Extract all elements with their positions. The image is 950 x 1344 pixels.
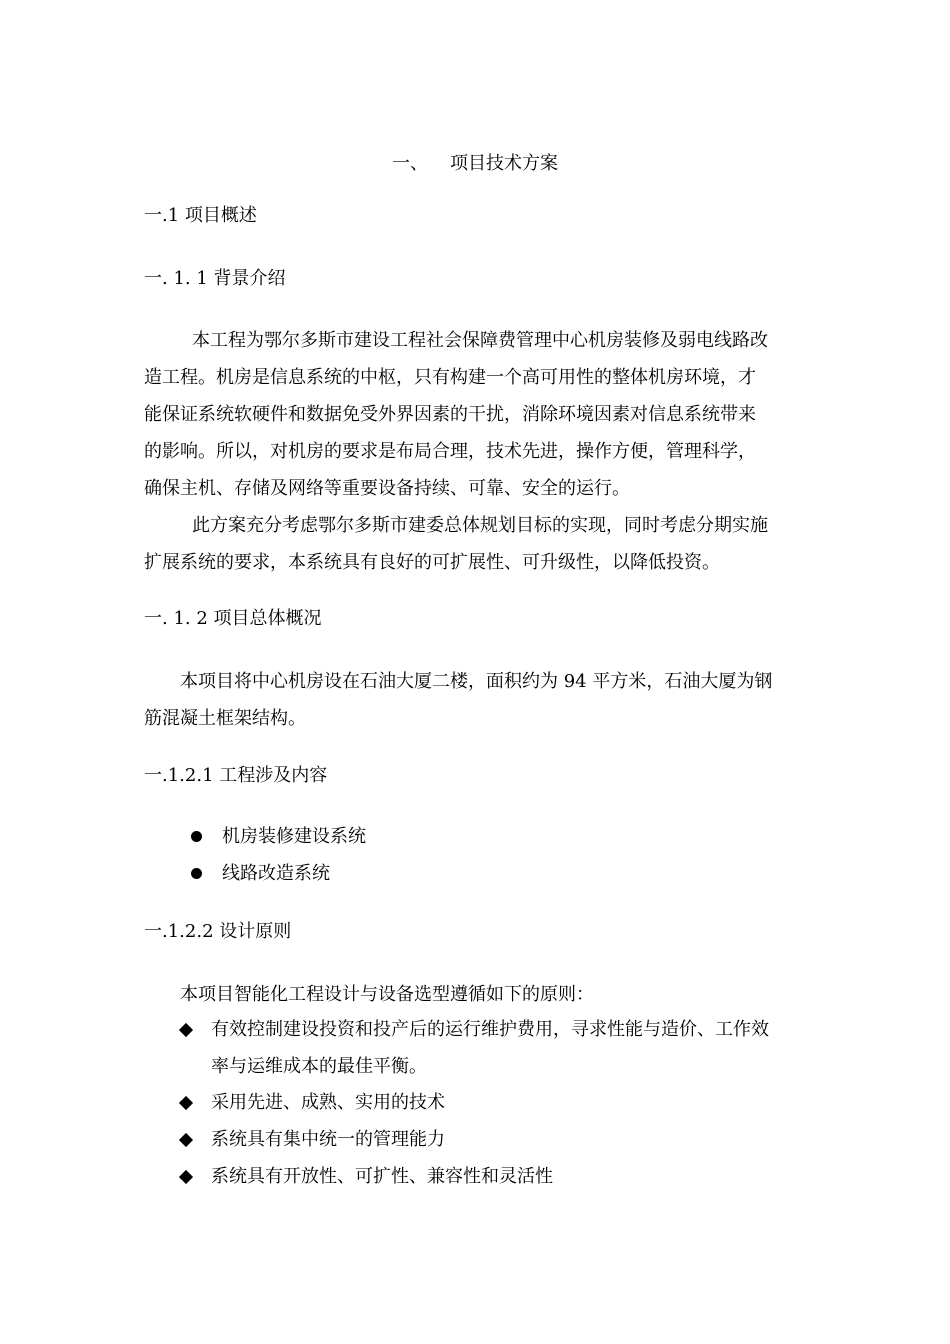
bullet-diamond-icon — [179, 1096, 193, 1110]
bullet-diamond-icon — [179, 1133, 193, 1147]
section-heading-1-2-1: 一.1.2.1 工程涉及内容 — [144, 765, 328, 786]
background-para1-line2: 造工程。机房是信息系统的中枢，只有构建一个高可用性的整体机房环境，才 — [144, 367, 756, 388]
background-para1-line4: 的影响。所以，对机房的要求是布局合理，技术先进，操作方便，管理科学， — [144, 441, 756, 462]
background-para1-line1: 本工程为鄂尔多斯市建设工程社会保障费管理中心机房装修及弱电线路改 — [192, 330, 768, 351]
principles-intro: 本项目智能化工程设计与设备选型遵循如下的原则： — [180, 984, 594, 1005]
background-para2-line2: 扩展系统的要求，本系统具有良好的可扩展性、可升级性，以降低投资。 — [144, 552, 720, 573]
bullet-diamond-icon — [179, 1023, 193, 1037]
bullet-diamond-icon — [179, 1170, 193, 1184]
scope-item: 机房装修建设系统 — [222, 826, 366, 847]
background-para1-line3: 能保证系统软硬件和数据免受外界因素的干扰，消除环境因素对信息系统带来 — [144, 404, 756, 425]
overview-line1: 本项目将中心机房设在石油大厦二楼，面积约为 94 平方米，石油大厦为钢 — [180, 671, 773, 692]
section-heading-1-1-2: 一. 1. 2 项目总体概况 — [144, 608, 322, 629]
title-text: 项目技术方案 — [450, 153, 558, 174]
page-title — [0, 152, 950, 176]
background-para1-line5: 确保主机、存储及网络等重要设备持续、可靠、安全的运行。 — [144, 478, 630, 499]
principle-item: 有效控制建设投资和投产后的运行维护费用，寻求性能与造价、工作效 — [211, 1019, 769, 1040]
principle-item: 系统具有集中统一的管理能力 — [211, 1129, 445, 1150]
principle-item: 系统具有开放性、可扩性、兼容性和灵活性 — [211, 1166, 553, 1187]
overview-line2: 筋混凝土框架结构。 — [144, 708, 306, 729]
section-heading-1-1: 一.1 项目概述 — [144, 205, 257, 226]
bullet-dot-icon — [191, 831, 202, 842]
principle-item: 采用先进、成熟、实用的技术 — [211, 1092, 445, 1113]
section-heading-1-2-2: 一.1.2.2 设计原则 — [144, 921, 292, 942]
section-heading-1-1-1: 一. 1. 1 背景介绍 — [144, 268, 286, 289]
scope-item: 线路改造系统 — [222, 863, 330, 884]
title-number: 一、 — [392, 153, 428, 174]
principle-item-continuation: 率与运维成本的最佳平衡。 — [211, 1056, 427, 1077]
bullet-dot-icon — [191, 868, 202, 879]
background-para2-line1: 此方案充分考虑鄂尔多斯市建委总体规划目标的实现，同时考虑分期实施 — [192, 515, 768, 536]
